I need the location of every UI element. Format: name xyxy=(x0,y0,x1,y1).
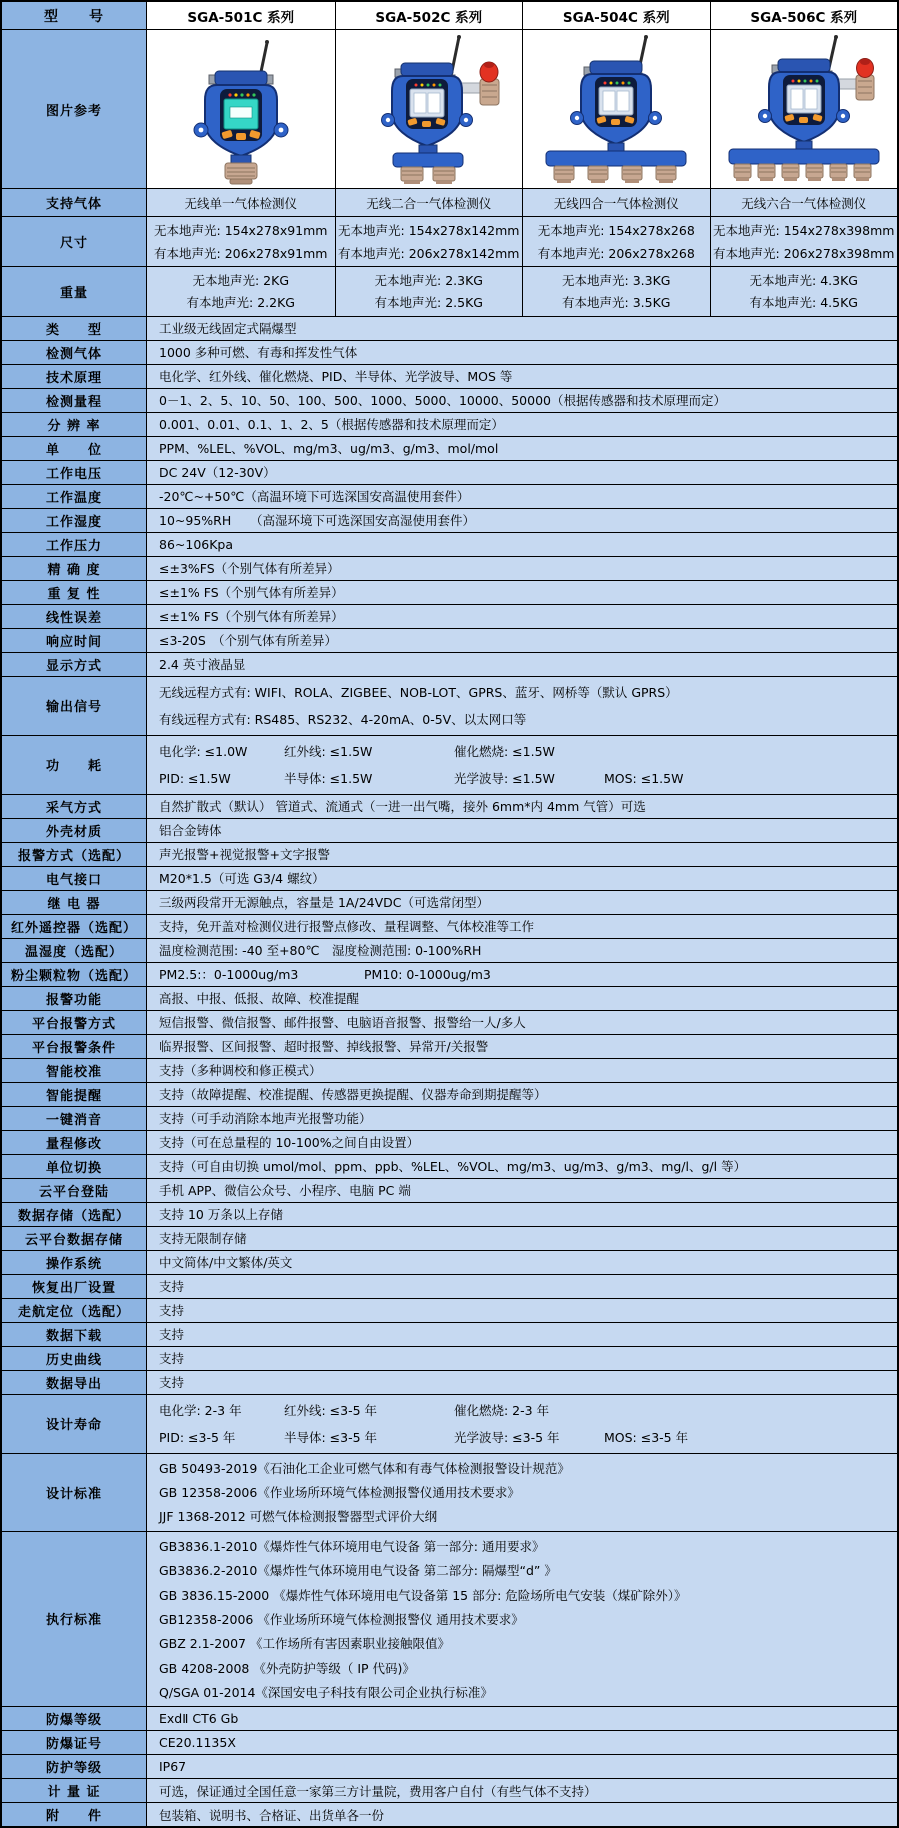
spec-value: 声光报警+视觉报警+文字报警 xyxy=(147,843,897,866)
power-line-1: 电化学: ≤1.0W 红外线: ≤1.5W 催化燃烧: ≤1.5W xyxy=(159,744,555,759)
standard-line: GB 50493-2019《石油化工企业可燃气体和有毒气体检测报警设计规范》 xyxy=(159,1460,570,1476)
spec-row-explosion-proof-cert xyxy=(2,1730,897,1754)
spec-value: -20℃~+50℃（高温环境下可选深国安高温使用套件） xyxy=(147,485,897,508)
standard-line: GB 12358-2006《作业场所环境气体检测报警仪通用技术要求》 xyxy=(159,1485,520,1501)
spec-label: 防爆等级 xyxy=(2,1707,147,1730)
six-in-one-gas-detector-image xyxy=(714,33,894,185)
spec-row-alarm-mode xyxy=(2,842,897,866)
spec-label: 响应时间 xyxy=(2,629,147,652)
spec-label: 外壳材质 xyxy=(2,819,147,842)
model-name-sga-502c: SGA-502C 系列 xyxy=(335,2,523,29)
spec-row-power xyxy=(2,735,897,794)
spec-value: 支持（故障提醒、校准提醒、传感器更换提醒、仪器寿命到期提醒等） xyxy=(147,1083,897,1106)
spec-label: 云平台数据存储 xyxy=(2,1227,147,1250)
weight-with-alarm: 有本地声光: 2.2KG xyxy=(186,295,295,311)
detector-type-501c: 无线单一气体检测仪 xyxy=(147,189,335,216)
spec-value: 高报、中报、低报、故障、校准提醒 xyxy=(147,987,897,1010)
product-photo-sga-501c xyxy=(147,30,335,188)
spec-value: 手机 APP、微信公众号、小程序、电脑 PC 端 xyxy=(147,1179,897,1202)
spec-label: 继 电 器 xyxy=(2,891,147,914)
spec-value: 支持（可手动消除本地声光报警功能） xyxy=(147,1107,897,1130)
spec-row-gps xyxy=(2,1298,897,1322)
spec-row-relay xyxy=(2,890,897,914)
model-name-sga-504c: SGA-504C 系列 xyxy=(522,2,710,29)
spec-label: 分 辨 率 xyxy=(2,413,147,436)
spec-value: ≤3-20S （个别气体有所差异） xyxy=(147,629,897,652)
weight-504c xyxy=(522,267,710,316)
spec-row-platform-alarm-mode xyxy=(2,1010,897,1034)
spec-row-smart-calibration xyxy=(2,1058,897,1082)
standard-line: JJF 1368-2012 可燃气体检测报警器型式评价大纲 xyxy=(159,1509,438,1525)
dual-gas-detector-image xyxy=(339,33,519,185)
spec-label: 红外遥控器（选配） xyxy=(2,915,147,938)
size-no-alarm: 无本地声光: 154x278x268 xyxy=(537,223,695,239)
size-with-alarm: 有本地声光: 206x278x142mm xyxy=(338,245,520,261)
spec-value: 支持 xyxy=(147,1275,897,1298)
model-name-sga-501c: SGA-501C 系列 xyxy=(147,2,335,29)
spec-row-voltage xyxy=(2,460,897,484)
spec-label: 设计寿命 xyxy=(2,1395,147,1453)
spec-row-temp-humidity-option xyxy=(2,938,897,962)
wireless-output-line: 无线远程方式有: WIFI、ROLA、ZIGBEE、NOB-LOT、GPRS、蓝牙、网桥等（默认 GPRS） xyxy=(159,685,678,700)
spec-label: 报警方式（选配） xyxy=(2,843,147,866)
model-header-row xyxy=(2,2,897,29)
spec-label: 计 量 证 xyxy=(2,1779,147,1802)
spec-row-platform-alarm-condition xyxy=(2,1034,897,1058)
standard-line: GB3836.2-2010《爆炸性气体环境用电气设备 第二部分: 隔爆型“d” 》 xyxy=(159,1563,557,1579)
wired-output-line: 有线远程方式有: RS485、RS232、4-20mA、0-5V、以太网口等 xyxy=(159,712,527,727)
spec-value xyxy=(147,963,897,986)
spec-value: CE20.1135X xyxy=(147,1731,897,1754)
size-no-alarm: 无本地声光: 154x278x398mm xyxy=(713,223,895,239)
single-gas-detector-image xyxy=(151,33,331,185)
spec-row-output-signal xyxy=(2,676,897,735)
quad-gas-detector-image xyxy=(526,33,706,185)
spec-label: 智能提醒 xyxy=(2,1083,147,1106)
spec-row-resolution xyxy=(2,412,897,436)
spec-label: 防护等级 xyxy=(2,1755,147,1778)
standard-line: Q/SGA 01-2014《深国安电子科技有限公司企业执行标准》 xyxy=(159,1685,493,1701)
product-image-row xyxy=(2,29,897,188)
weight-no-alarm: 无本地声光: 4.3KG xyxy=(749,272,858,288)
spec-value: ExdⅡ CT6 Gb xyxy=(147,1707,897,1730)
spec-value: ≤±3%FS（个别气体有所差异） xyxy=(147,557,897,580)
spec-value: 温度检测范围: -40 至+80℃ 湿度检测范围: 0-100%RH xyxy=(147,939,897,962)
spec-value: PPM、%LEL、%VOL、mg/m3、ug/m3、g/m3、mol/mol xyxy=(147,437,897,460)
spec-label: 附 件 xyxy=(2,1803,147,1826)
spec-label: 重 复 性 xyxy=(2,581,147,604)
spec-row-accessories xyxy=(2,1802,897,1826)
spec-label: 报警功能 xyxy=(2,987,147,1010)
spec-label: 工作温度 xyxy=(2,485,147,508)
spec-label: 单 位 xyxy=(2,437,147,460)
spec-row-pressure xyxy=(2,532,897,556)
size-with-alarm: 有本地声光: 206x278x398mm xyxy=(713,245,895,261)
spec-label: 检测气体 xyxy=(2,341,147,364)
spec-value: 铝合金铸体 xyxy=(147,819,897,842)
spec-value: 支持 xyxy=(147,1371,897,1394)
size-with-alarm: 有本地声光: 206x278x268 xyxy=(537,245,695,261)
spec-label: 历史曲线 xyxy=(2,1347,147,1370)
spec-label: 输出信号 xyxy=(2,677,147,735)
spec-label: 粉尘颗粒物（选配） xyxy=(2,963,147,986)
size-502c xyxy=(335,217,523,266)
spec-label: 工作湿度 xyxy=(2,509,147,532)
spec-row-ir-remote xyxy=(2,914,897,938)
spec-row-explosion-proof-grade xyxy=(2,1706,897,1730)
spec-value: ≤±1% FS（个别气体有所差异） xyxy=(147,581,897,604)
spec-row-design-standards xyxy=(2,1453,897,1531)
spec-value: 可选，保证通过全国任意一家第三方计量院，费用客户自付（有些气体不支持） xyxy=(147,1779,897,1802)
spec-value: 三级两段常开无源触点，容量是 1A/24VDC（可选常闭型） xyxy=(147,891,897,914)
size-with-alarm: 有本地声光: 206x278x91mm xyxy=(154,245,328,261)
spec-label: 数据存储（选配） xyxy=(2,1203,147,1226)
spec-value: 支持 xyxy=(147,1347,897,1370)
spec-value: 中文简体/中文繁体/英文 xyxy=(147,1251,897,1274)
size-501c xyxy=(147,217,335,266)
spec-value: 1000 多种可燃、有毒和挥发性气体 xyxy=(147,341,897,364)
spec-label: 精 确 度 xyxy=(2,557,147,580)
spec-row-one-key-mute xyxy=(2,1106,897,1130)
spec-value xyxy=(147,1395,897,1453)
size-506c xyxy=(710,217,898,266)
size-no-alarm: 无本地声光: 154x278x91mm xyxy=(154,223,328,239)
size-label: 尺寸 xyxy=(2,217,147,266)
pm25-range: PM2.5:：0-1000ug/m3 xyxy=(159,967,299,982)
spec-label: 云平台登陆 xyxy=(2,1179,147,1202)
spec-row-ip-rating xyxy=(2,1754,897,1778)
spec-value: 0.001、0.01、0.1、1、2、5（根据传感器和技术原理而定） xyxy=(147,413,897,436)
spec-row-metrology-cert xyxy=(2,1778,897,1802)
spec-label: 工作电压 xyxy=(2,461,147,484)
spec-row-principle xyxy=(2,364,897,388)
spec-value: 短信报警、微信报警、邮件报警、电脑语音报警、报警给一人/多人 xyxy=(147,1011,897,1034)
product-photo-sga-506c xyxy=(710,30,898,188)
spec-row-dust xyxy=(2,962,897,986)
supported-gas-label: 支持气体 xyxy=(2,189,147,216)
spec-row-linearity xyxy=(2,604,897,628)
spec-label: 采气方式 xyxy=(2,795,147,818)
spec-label: 温湿度（选配） xyxy=(2,939,147,962)
spec-row-repeatability xyxy=(2,580,897,604)
standard-line: GB12358-2006 《作业场所环境气体检测报警仪 通用技术要求》 xyxy=(159,1611,524,1627)
detector-type-506c: 无线六合一气体检测仪 xyxy=(710,189,898,216)
spec-row-housing xyxy=(2,818,897,842)
size-504c xyxy=(522,217,710,266)
spec-value xyxy=(147,736,897,794)
spec-value: 支持（多种调校和修正模式） xyxy=(147,1059,897,1082)
spec-value xyxy=(147,677,897,735)
spec-row-range xyxy=(2,388,897,412)
spec-value: 工业级无线固定式隔爆型 xyxy=(147,317,897,340)
weight-502c xyxy=(335,267,523,316)
weight-label: 重量 xyxy=(2,267,147,316)
spec-row-range-modify xyxy=(2,1130,897,1154)
spec-row-data-storage xyxy=(2,1202,897,1226)
supported-gas-row xyxy=(2,188,897,216)
standard-line: GBZ 2.1-2007 《工作场所有害因素职业接触限值》 xyxy=(159,1636,450,1652)
spec-label: 量程修改 xyxy=(2,1131,147,1154)
spec-value: M20*1.5（可选 G3/4 螺纹） xyxy=(147,867,897,890)
spec-value: 自然扩散式（默认） 管道式、流通式（一进一出气嘴，接外 6mm*内 4mm 气管）可选 xyxy=(147,795,897,818)
size-row xyxy=(2,216,897,266)
power-line-2: PID: ≤1.5W 半导体: ≤1.5W 光学波导: ≤1.5W MOS: ≤1.5W xyxy=(159,771,684,786)
weight-501c xyxy=(147,267,335,316)
spec-label: 显示方式 xyxy=(2,653,147,676)
spec-row-cloud-login xyxy=(2,1178,897,1202)
spec-value: IP67 xyxy=(147,1755,897,1778)
detector-type-504c: 无线四合一气体检测仪 xyxy=(522,189,710,216)
spec-row-electrical-interface xyxy=(2,866,897,890)
spec-row-os xyxy=(2,1250,897,1274)
spec-value: 电化学、红外线、催化燃烧、PID、半导体、光学波导、MOS 等 xyxy=(147,365,897,388)
weight-506c xyxy=(710,267,898,316)
spec-row-data-download xyxy=(2,1322,897,1346)
lifetime-line-2: PID: ≤3-5 年 半导体: ≤3-5 年 光学波导: ≤3-5 年 MOS: ≤3-5 年 xyxy=(159,1430,689,1445)
spec-value: ≤±1% FS（个别气体有所差异） xyxy=(147,605,897,628)
spec-row-lifetime xyxy=(2,1394,897,1453)
spec-label: 防爆证号 xyxy=(2,1731,147,1754)
spec-row-temperature xyxy=(2,484,897,508)
standard-line: GB 4208-2008 《外壳防护等级（ IP 代码)》 xyxy=(159,1660,415,1676)
standard-line: GB3836.1-2010《爆炸性气体环境用电气设备 第一部分: 通用要求》 xyxy=(159,1538,545,1554)
spec-row-data-export xyxy=(2,1370,897,1394)
spec-row-smart-reminder xyxy=(2,1082,897,1106)
spec-row-accuracy xyxy=(2,556,897,580)
lifetime-line-1: 电化学: 2-3 年 红外线: ≤3-5 年 催化燃烧: 2-3 年 xyxy=(159,1403,550,1418)
spec-row-humidity xyxy=(2,508,897,532)
standard-line: GB 3836.15-2000 《爆炸性气体环境用电气设备第 15 部分: 危险场所电气安装（煤矿除外）》 xyxy=(159,1587,687,1603)
spec-row-cloud-storage xyxy=(2,1226,897,1250)
weight-row xyxy=(2,266,897,316)
model-header-label: 型 号 xyxy=(2,2,147,29)
image-row-label: 图片参考 xyxy=(2,30,147,188)
detector-type-502c: 无线二合一气体检测仪 xyxy=(335,189,523,216)
spec-value xyxy=(147,1532,897,1707)
model-name-sga-506c: SGA-506C 系列 xyxy=(710,2,898,29)
spec-label: 检测量程 xyxy=(2,389,147,412)
spec-value xyxy=(147,1454,897,1531)
spec-label: 走航定位（选配） xyxy=(2,1299,147,1322)
weight-with-alarm: 有本地声光: 3.5KG xyxy=(562,295,671,311)
spec-label: 数据导出 xyxy=(2,1371,147,1394)
spec-row-history-curve xyxy=(2,1346,897,1370)
weight-with-alarm: 有本地声光: 2.5KG xyxy=(374,295,483,311)
spec-label: 平台报警方式 xyxy=(2,1011,147,1034)
spec-label: 平台报警条件 xyxy=(2,1035,147,1058)
spec-value: 10~95%RH （高湿环境下可选深国安高湿使用套件） xyxy=(147,509,897,532)
spec-row-unit-switch xyxy=(2,1154,897,1178)
spec-row-type xyxy=(2,316,897,340)
weight-no-alarm: 无本地声光: 2.3KG xyxy=(374,272,483,288)
spec-label: 类 型 xyxy=(2,317,147,340)
size-no-alarm: 无本地声光: 154x278x142mm xyxy=(338,223,520,239)
weight-with-alarm: 有本地声光: 4.5KG xyxy=(749,295,858,311)
spec-value: 支持无限制存储 xyxy=(147,1227,897,1250)
spec-row-detected-gases xyxy=(2,340,897,364)
spec-label: 技术原理 xyxy=(2,365,147,388)
spec-label: 一键消音 xyxy=(2,1107,147,1130)
spec-value: 支持 xyxy=(147,1323,897,1346)
spec-value: 支持（可在总量程的 10-100%之间自由设置） xyxy=(147,1131,897,1154)
spec-value: DC 24V（12-30V） xyxy=(147,461,897,484)
spec-label: 功 耗 xyxy=(2,736,147,794)
spec-row-sampling xyxy=(2,794,897,818)
spec-row-alarm-functions xyxy=(2,986,897,1010)
spec-label: 操作系统 xyxy=(2,1251,147,1274)
spec-label: 线性误差 xyxy=(2,605,147,628)
spec-label: 工作压力 xyxy=(2,533,147,556)
spec-value: 支持 10 万条以上存储 xyxy=(147,1203,897,1226)
product-photo-sga-502c xyxy=(335,30,523,188)
spec-value: 0－1、2、5、10、50、100、500、1000、5000、10000、50000（根据传感器和技术原理而定） xyxy=(147,389,897,412)
spec-value: 支持，免开盖对检测仪进行报警点修改、量程调整、气体校准等工作 xyxy=(147,915,897,938)
spec-label: 智能校准 xyxy=(2,1059,147,1082)
spec-value: 86~106Kpa xyxy=(147,533,897,556)
spec-value: 包装箱、说明书、合格证、出货单各一份 xyxy=(147,1803,897,1826)
spec-value: 2.4 英寸液晶显 xyxy=(147,653,897,676)
product-photo-sga-504c xyxy=(522,30,710,188)
spec-row-response-time xyxy=(2,628,897,652)
pm10-range: PM10: 0-1000ug/m3 xyxy=(364,966,491,982)
weight-no-alarm: 无本地声光: 3.3KG xyxy=(562,272,671,288)
spec-row-factory-reset xyxy=(2,1274,897,1298)
spec-label: 数据下载 xyxy=(2,1323,147,1346)
spec-value: 支持（可自由切换 umol/mol、ppm、ppb、%LEL、%VOL、mg/m3、ug/m3、g/m3、mg/l、g/l 等） xyxy=(147,1155,897,1178)
spec-row-execution-standards xyxy=(2,1531,897,1707)
weight-no-alarm: 无本地声光: 2KG xyxy=(192,272,290,288)
spec-label: 恢复出厂设置 xyxy=(2,1275,147,1298)
spec-label: 电气接口 xyxy=(2,867,147,890)
spec-label: 执行标准 xyxy=(2,1532,147,1707)
spec-row-units xyxy=(2,436,897,460)
spec-label: 单位切换 xyxy=(2,1155,147,1178)
spec-label: 设计标准 xyxy=(2,1454,147,1531)
spec-row-display xyxy=(2,652,897,676)
spec-value: 临界报警、区间报警、超时报警、掉线报警、异常开/关报警 xyxy=(147,1035,897,1058)
spec-value: 支持 xyxy=(147,1299,897,1322)
